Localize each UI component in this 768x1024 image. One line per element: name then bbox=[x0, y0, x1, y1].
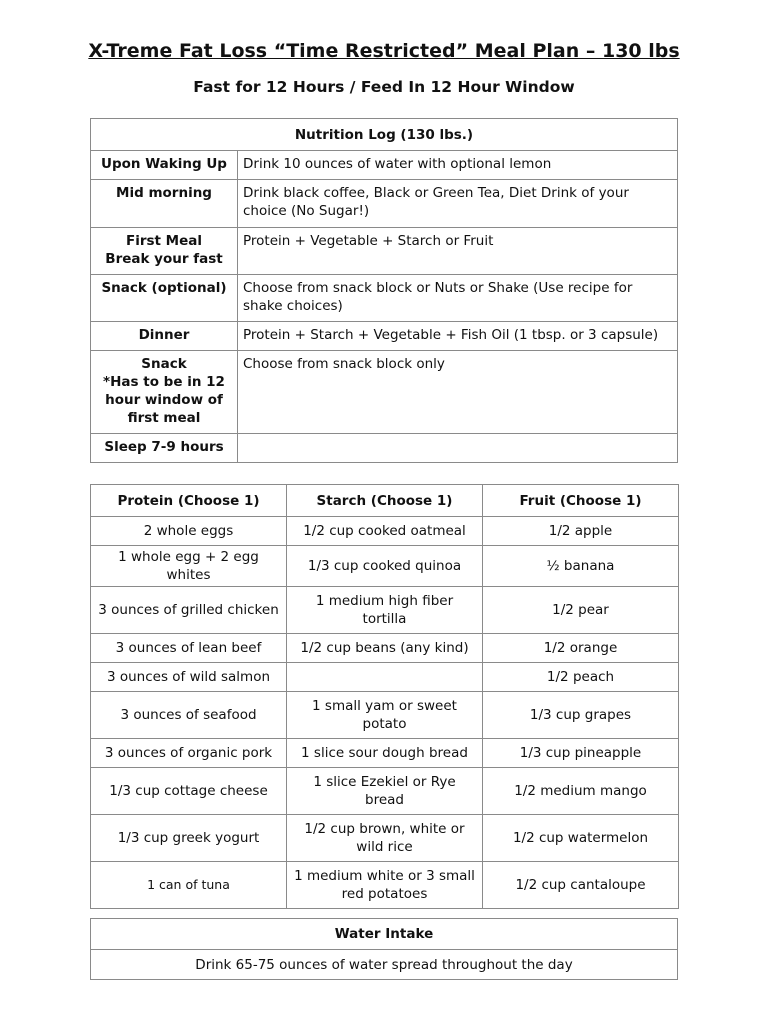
nutrition-log-row bbox=[91, 228, 678, 275]
nutrition-log-label: Snack *Has to be in 12 hour window of first meal bbox=[91, 351, 238, 434]
fruit-item: 1/2 peach bbox=[483, 663, 679, 692]
starch-item: 1 slice Ezekiel or Rye bread bbox=[287, 768, 483, 815]
starch-item: 1 small yam or sweet potato bbox=[287, 692, 483, 739]
water-intake-header: Water Intake bbox=[91, 919, 678, 950]
nutrition-log-header: Nutrition Log (130 lbs.) bbox=[91, 119, 678, 151]
nutrition-log-row bbox=[91, 180, 678, 228]
starch-item: 1/2 cup beans (any kind) bbox=[287, 634, 483, 663]
nutrition-log-row bbox=[91, 351, 678, 434]
page-title: X-Treme Fat Loss “Time Restricted” Meal Plan – 130 lbs bbox=[88, 40, 680, 62]
nutrition-log-value: Protein + Vegetable + Starch or Fruit bbox=[238, 228, 678, 275]
water-intake-table bbox=[90, 918, 678, 980]
starch-item: 1 medium high fiber tortilla bbox=[287, 587, 483, 634]
table-row bbox=[91, 692, 679, 739]
starch-item bbox=[287, 663, 483, 692]
starch-item: 1 slice sour dough bread bbox=[287, 739, 483, 768]
nutrition-log-row bbox=[91, 322, 678, 351]
nutrition-log-value: Drink black coffee, Black or Green Tea, Diet Drink of your choice (No Sugar!) bbox=[238, 180, 678, 228]
nutrition-log-value: Protein + Starch + Vegetable + Fish Oil (1 tbsp. or 3 capsule) bbox=[238, 322, 678, 351]
protein-column-header: Protein (Choose 1) bbox=[91, 485, 287, 517]
table-row bbox=[91, 815, 679, 862]
nutrition-log-label: Upon Waking Up bbox=[91, 151, 238, 180]
starch-item: 1/3 cup cooked quinoa bbox=[287, 546, 483, 587]
nutrition-log-value bbox=[238, 434, 678, 463]
protein-item: 3 ounces of wild salmon bbox=[91, 663, 287, 692]
protein-item: 3 ounces of seafood bbox=[91, 692, 287, 739]
nutrition-log-value: Choose from snack block only bbox=[238, 351, 678, 434]
nutrition-log-value: Choose from snack block or Nuts or Shake (Use recipe for shake choices) bbox=[238, 275, 678, 322]
fruit-item: 1/3 cup grapes bbox=[483, 692, 679, 739]
nutrition-log-label: Dinner bbox=[91, 322, 238, 351]
starch-item: 1 medium white or 3 small red potatoes bbox=[287, 862, 483, 909]
nutrition-log-table bbox=[90, 118, 678, 463]
protein-item: 3 ounces of lean beef bbox=[91, 634, 287, 663]
nutrition-log-label: First Meal Break your fast bbox=[91, 228, 238, 275]
fruit-item: 1/2 pear bbox=[483, 587, 679, 634]
nutrition-log-label: Mid morning bbox=[91, 180, 238, 228]
starch-item: 1/2 cup brown, white or wild rice bbox=[287, 815, 483, 862]
nutrition-log-row bbox=[91, 275, 678, 322]
starch-item: 1/2 cup cooked oatmeal bbox=[287, 517, 483, 546]
fruit-item: 1/2 cup cantaloupe bbox=[483, 862, 679, 909]
fruit-item: 1/2 orange bbox=[483, 634, 679, 663]
water-intake-text: Drink 65-75 ounces of water spread throughout the day bbox=[91, 950, 678, 980]
food-choices-table bbox=[90, 484, 679, 909]
table-row bbox=[91, 546, 679, 587]
nutrition-log-row bbox=[91, 151, 678, 180]
table-row bbox=[91, 862, 679, 909]
table-row bbox=[91, 663, 679, 692]
fruit-column-header: Fruit (Choose 1) bbox=[483, 485, 679, 517]
protein-item: 1 whole egg + 2 egg whites bbox=[91, 546, 287, 587]
protein-item: 3 ounces of grilled chicken bbox=[91, 587, 287, 634]
table-row bbox=[91, 634, 679, 663]
starch-column-header: Starch (Choose 1) bbox=[287, 485, 483, 517]
fruit-item: 1/3 cup pineapple bbox=[483, 739, 679, 768]
fruit-item: 1/2 apple bbox=[483, 517, 679, 546]
fruit-item: ½ banana bbox=[483, 546, 679, 587]
page-subtitle: Fast for 12 Hours / Feed In 12 Hour Window bbox=[193, 78, 575, 96]
fruit-item: 1/2 medium mango bbox=[483, 768, 679, 815]
table-row bbox=[91, 739, 679, 768]
nutrition-log-value: Drink 10 ounces of water with optional lemon bbox=[238, 151, 678, 180]
protein-item: 1 can of tuna bbox=[91, 862, 287, 909]
protein-item: 3 ounces of organic pork bbox=[91, 739, 287, 768]
nutrition-log-row bbox=[91, 434, 678, 463]
nutrition-log-label: Sleep 7-9 hours bbox=[91, 434, 238, 463]
fruit-item: 1/2 cup watermelon bbox=[483, 815, 679, 862]
protein-item: 1/3 cup greek yogurt bbox=[91, 815, 287, 862]
table-row bbox=[91, 517, 679, 546]
protein-item: 1/3 cup cottage cheese bbox=[91, 768, 287, 815]
table-row bbox=[91, 768, 679, 815]
table-row bbox=[91, 587, 679, 634]
protein-item: 2 whole eggs bbox=[91, 517, 287, 546]
nutrition-log-label: Snack (optional) bbox=[91, 275, 238, 322]
